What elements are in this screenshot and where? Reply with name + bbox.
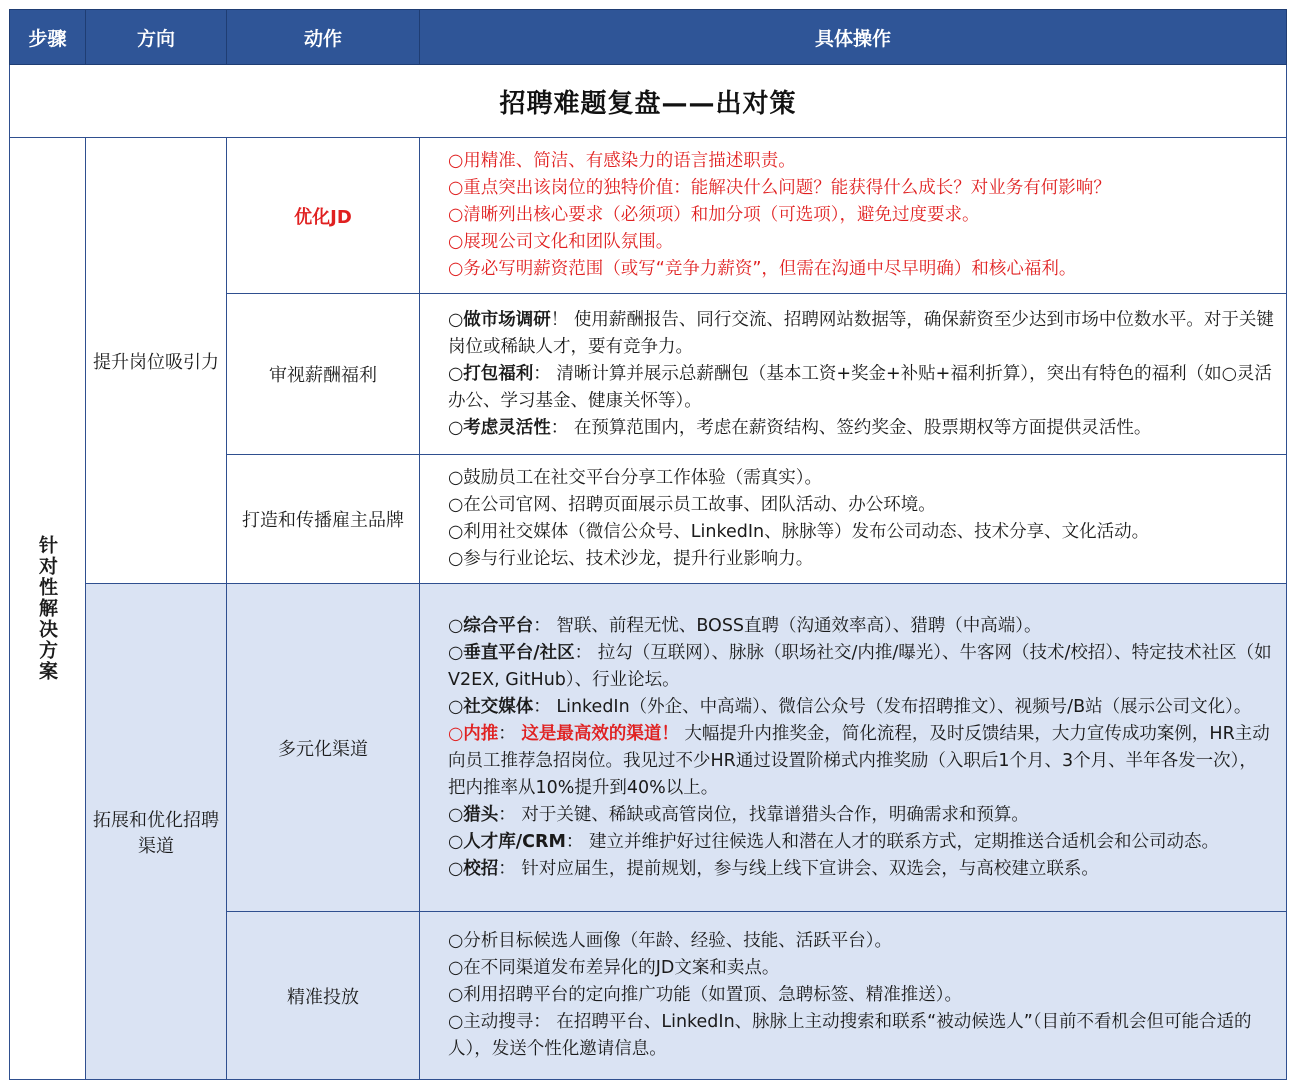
list-item: ○展现公司文化和团队氛围。 — [448, 232, 674, 252]
list-item — [448, 802, 1274, 829]
action-review-compensation: 审视薪酬福利 — [227, 294, 420, 455]
item-text: 大幅提升内推奖金，简化流程，及时反馈结果，大力宣传成功案例，HR主动向员工推荐急招岗位。我见过不少HR通过设置阶梯式内推奖励（入职后1个月、3个月、半年各发一次），把内推率从10%提升到40%以上。 — [448, 723, 1270, 798]
strategy-table — [9, 9, 1287, 1080]
item-label: ○人才库/CRM — [448, 831, 566, 852]
header-action: 动作 — [227, 10, 420, 65]
direction-channels: 拓展和优化招聘渠道 — [86, 584, 227, 1080]
action-precise-targeting: 精准投放 — [227, 912, 420, 1080]
header-step: 步骤 — [10, 10, 86, 65]
list-item: ○利用社交媒体（微信公众号、LinkedIn、脉脉等）发布公司动态、技术分享、文化活动。 — [448, 522, 1150, 542]
item-text: ： 对于关键、稀缺或高管岗位，找靠谱猎头合作，明确需求和预算。 — [498, 804, 1029, 825]
header-direction: 方向 — [86, 10, 227, 65]
table-title: 招聘难题复盘——出对策 — [10, 65, 1287, 138]
strategy-sheet — [9, 9, 1286, 1071]
list-item — [448, 856, 1274, 883]
item-text: ： 在预算范围内，考虑在薪资结构、签约奖金、股票期权等方面提供灵活性。 — [550, 417, 1152, 438]
step-label: 针对性解决方案 — [36, 535, 58, 682]
list-item: ○在公司官网、招聘页面展示员工故事、团队活动、办公环境。 — [448, 495, 936, 515]
direction-attract: 提升岗位吸引力 — [86, 138, 227, 584]
list-item: ○在不同渠道发布差异化的JD文案和卖点。 — [448, 958, 780, 978]
list-item — [448, 721, 1274, 802]
list-item: ○主动搜寻： 在招聘平台、LinkedIn、脉脉上主动搜索和联系“被动候选人”（目前不看机会但可能合适的人），发送个性化邀请信息。 — [448, 1012, 1252, 1059]
item-text: ： 针对应届生，提前规划，参与线上线下宣讲会、双选会，与高校建立联系。 — [498, 858, 1099, 879]
list-item: ○用精准、简洁、有感染力的语言描述职责。 — [448, 151, 796, 171]
list-item — [448, 361, 1274, 415]
list-item — [448, 307, 1274, 361]
item-text: ： 智联、前程无忧、BOSS直聘（沟通效率高）、猎聘（中高端）。 — [533, 615, 1042, 636]
item-text: ： 建立并维护好过往候选人和潜在人才的联系方式，定期推送合适机会和公司动态。 — [565, 831, 1219, 852]
item-text: ： LinkedIn（外企、中高端）、微信公众号（发布招聘推文）、视频号/B站（展示公司文化）。 — [533, 696, 1252, 717]
item-label: ○校招 — [448, 858, 499, 879]
list-item: ○鼓励员工在社交平台分享工作体验（需真实）。 — [448, 468, 823, 488]
list-item: ○参与行业论坛、技术沙龙，提升行业影响力。 — [448, 549, 814, 569]
item-label: ○猎头 — [448, 804, 499, 825]
ops-optimize-jd — [420, 138, 1287, 294]
item-label: ○社交媒体 — [448, 696, 534, 717]
item-label: ○垂直平台/社区 — [448, 642, 575, 663]
item-label: ○内推 — [448, 723, 499, 744]
list-item — [448, 694, 1274, 721]
list-item — [448, 415, 1274, 442]
list-item: ○分析目标候选人画像（年龄、经验、技能、活跃平台）。 — [448, 931, 893, 951]
list-item: ○务必写明薪资范围（或写“竞争力薪资”，但需在沟通中尽早明确）和核心福利。 — [448, 259, 1077, 279]
item-text: ！ 使用薪酬报告、同行交流、招聘网站数据等，确保薪资至少达到市场中位数水平。对于关键岗位或稀缺人才，要有竞争力。 — [448, 309, 1274, 357]
item-label: ○综合平台 — [448, 615, 534, 636]
ops-review-compensation — [420, 294, 1287, 455]
item-highlight: 这是最高效的渠道！ — [521, 723, 679, 744]
list-item: ○清晰列出核心要求（必须项）和加分项（可选项），避免过度要求。 — [448, 205, 980, 225]
item-label: ○考虑灵活性 — [448, 417, 551, 438]
item-label: ○做市场调研 — [448, 309, 551, 330]
item-label: ○打包福利 — [448, 363, 534, 384]
list-item — [448, 640, 1274, 694]
item-text: ： 拉勾（互联网）、脉脉（职场社交/内推/曝光）、牛客网（技术/校招）、特定技术社区（如V2EX, GitHub）、行业论坛。 — [448, 642, 1272, 690]
action-employer-brand: 打造和传播雇主品牌 — [227, 455, 420, 584]
list-item: ○重点突出该岗位的独特价值：能解决什么问题？能获得什么成长？对业务有何影响？ — [448, 178, 1111, 198]
step-cell — [10, 138, 86, 1080]
ops-employer-brand — [420, 455, 1287, 584]
list-item — [448, 613, 1274, 640]
ops-precise-targeting — [420, 912, 1287, 1080]
list-item: ○利用招聘平台的定向推广功能（如置顶、急聘标签、精准推送）。 — [448, 985, 963, 1005]
item-text: ： 清晰计算并展示总薪酬包（基本工资+奖金+补贴+福利折算），突出有特色的福利（如○灵活办公、学习基金、健康关怀等）。 — [448, 363, 1272, 411]
header-detail: 具体操作 — [420, 10, 1287, 65]
item-separator: ： — [498, 723, 522, 744]
list-item — [448, 829, 1274, 856]
action-optimize-jd: 优化JD — [227, 138, 420, 294]
action-diversify-channels: 多元化渠道 — [227, 584, 420, 912]
ops-diversify-channels — [420, 584, 1287, 912]
